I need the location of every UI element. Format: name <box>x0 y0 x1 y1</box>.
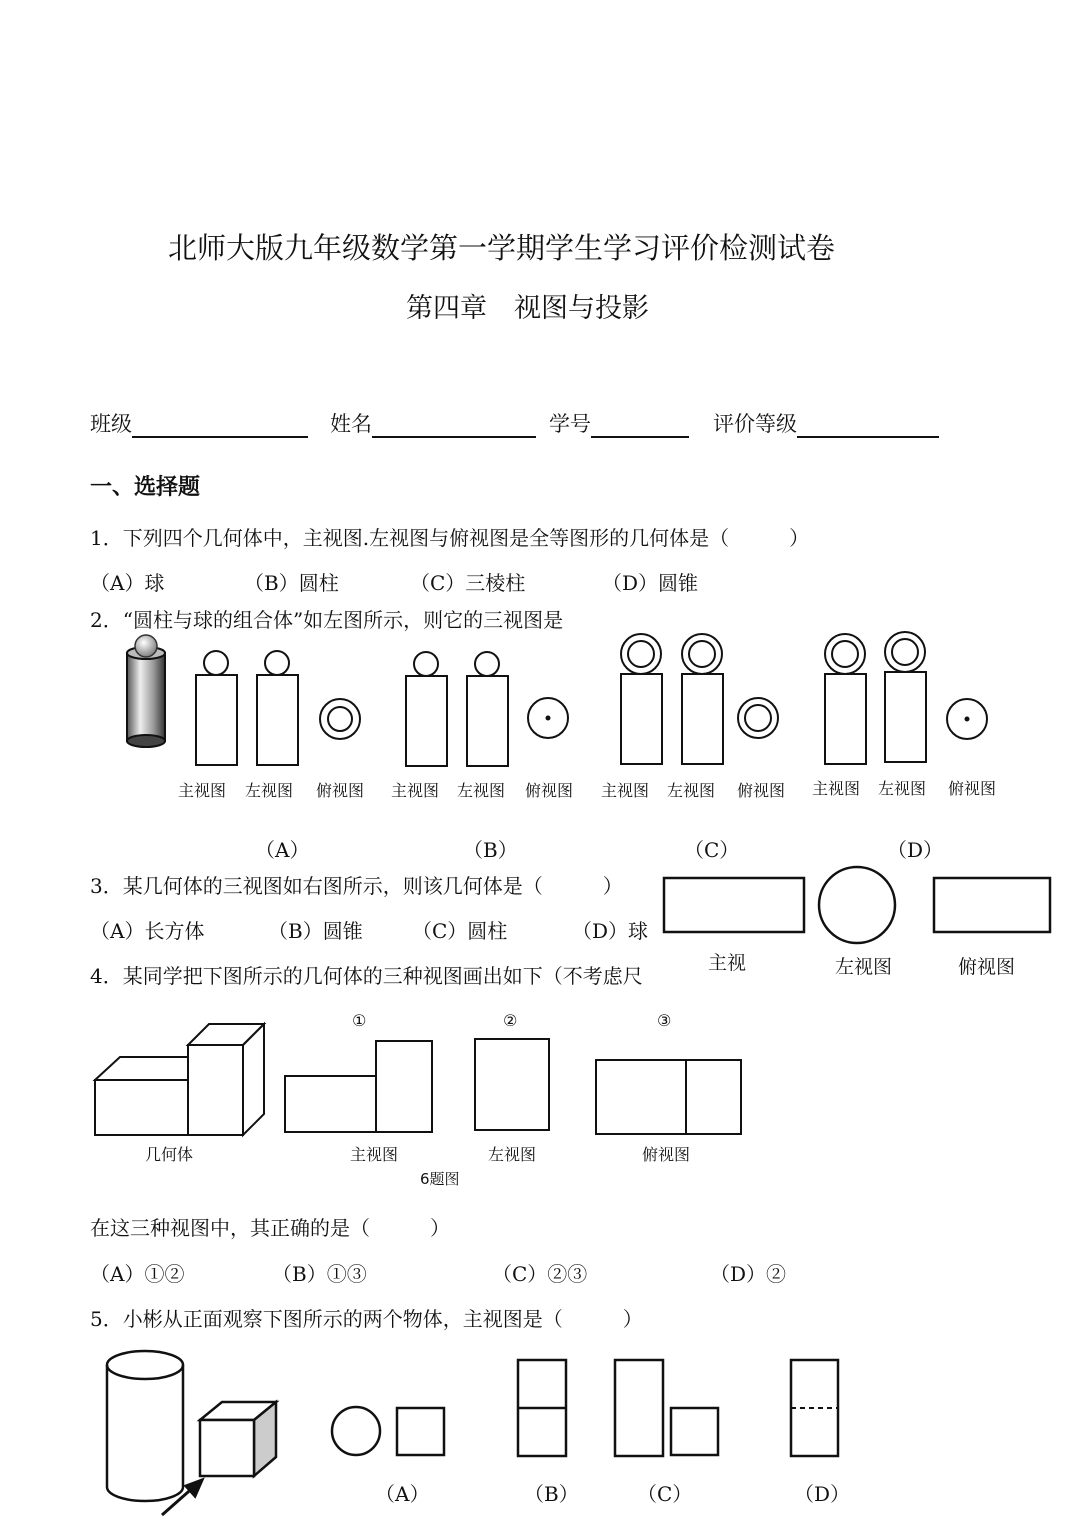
q4-followup: 在这三种视图中，其正确的是（ ） <box>90 1216 450 1240</box>
q2-option-b[interactable]: （B） <box>463 838 518 862</box>
q1-stem: 1．下列四个几何体中，主视图.左视图与俯视图是全等图形的几何体是（ ） <box>90 526 810 550</box>
q4-option-c[interactable]: （C）②③ <box>492 1262 588 1286</box>
q5-cube-figure <box>200 1402 276 1476</box>
q3-option-a[interactable]: （A）长方体 <box>90 919 205 943</box>
q5-option-d[interactable]: （D） <box>794 1482 851 1506</box>
q2-a-front-label: 主视图 <box>178 781 227 800</box>
class-label: 班级 <box>90 412 132 436</box>
q3-option-d[interactable]: （D）球 <box>572 919 649 943</box>
q5-option-c[interactable]: （C） <box>637 1482 693 1506</box>
section-heading: 一、选择题 <box>90 475 201 500</box>
q1-option-d[interactable]: （D）圆锥 <box>602 571 699 595</box>
q5-cylinder-figure <box>107 1351 183 1501</box>
q4-marker-2: ② <box>503 1011 518 1030</box>
q4-top-label: 俯视图 <box>642 1145 691 1164</box>
q3-top-label: 俯视图 <box>958 956 1016 978</box>
q4-front-label: 主视图 <box>350 1145 399 1164</box>
q3-option-b[interactable]: （B）圆锥 <box>268 919 363 943</box>
q5-a-circle <box>332 1407 380 1455</box>
q2-stem: 2．“圆柱与球的组合体”如左图所示，则它的三视图是 <box>90 608 564 632</box>
q2-d-top-label: 俯视图 <box>948 779 997 798</box>
q2-option-c[interactable]: （C） <box>684 838 740 862</box>
q2-d-left-label: 左视图 <box>878 779 927 798</box>
q5-c-tall <box>615 1360 663 1456</box>
q3-left-label: 左视图 <box>835 956 893 978</box>
q1-option-b[interactable]: （B）圆柱 <box>244 571 339 595</box>
q4-solid-label: 几何体 <box>145 1145 194 1164</box>
q2-b-left-label: 左视图 <box>457 781 506 800</box>
q2-option-a[interactable]: （A） <box>255 838 310 862</box>
page-subtitle: 第四章 视图与投影 <box>406 293 649 324</box>
q2-b-top-label: 俯视图 <box>525 781 574 800</box>
id-label: 学号 <box>549 412 591 436</box>
q2-b-front-label: 主视图 <box>391 781 440 800</box>
q5-option-a[interactable]: （A） <box>375 1482 430 1506</box>
q5-a-square <box>397 1408 444 1455</box>
q4-stem: 4．某同学把下图所示的几何体的三种视图画出如下（不考虑尺 <box>90 964 643 988</box>
q5-option-b[interactable]: （B） <box>524 1482 579 1506</box>
q4-option-b[interactable]: （B）①③ <box>272 1262 367 1286</box>
q4-caption: 6题图 <box>420 1170 460 1188</box>
q1-option-a[interactable]: （A）球 <box>90 571 165 595</box>
q2-option-d[interactable]: （D） <box>887 838 944 862</box>
q2-c-top-label: 俯视图 <box>737 781 786 800</box>
q2-d-front-label: 主视图 <box>812 779 861 798</box>
q5-stem: 5．小彬从正面观察下图所示的两个物体，主视图是（ ） <box>90 1307 643 1331</box>
q3-stem: 3．某几何体的三视图如右图所示，则该几何体是（ ） <box>90 874 623 898</box>
q4-marker-1: ① <box>352 1011 367 1030</box>
q5-c-square <box>671 1408 718 1455</box>
q4-option-d[interactable]: （D）② <box>710 1262 787 1286</box>
q3-option-c[interactable]: （C）圆柱 <box>412 919 508 943</box>
q2-c-left-label: 左视图 <box>667 781 716 800</box>
q2-c-front-label: 主视图 <box>601 781 650 800</box>
q4-marker-3: ③ <box>657 1011 672 1030</box>
q1-option-c[interactable]: （C）三棱柱 <box>410 571 526 595</box>
name-label: 姓名 <box>330 412 372 436</box>
q2-a-left-label: 左视图 <box>245 781 294 800</box>
q4-option-a[interactable]: （A）①② <box>90 1262 185 1286</box>
q3-front-label: 主视 <box>708 952 747 974</box>
page-title: 北师大版九年级数学第一学期学生学习评价检测试卷 <box>168 231 836 265</box>
grade-label: 评价等级 <box>713 412 797 436</box>
q4-left-label: 左视图 <box>488 1145 537 1164</box>
q2-a-top-label: 俯视图 <box>316 781 365 800</box>
